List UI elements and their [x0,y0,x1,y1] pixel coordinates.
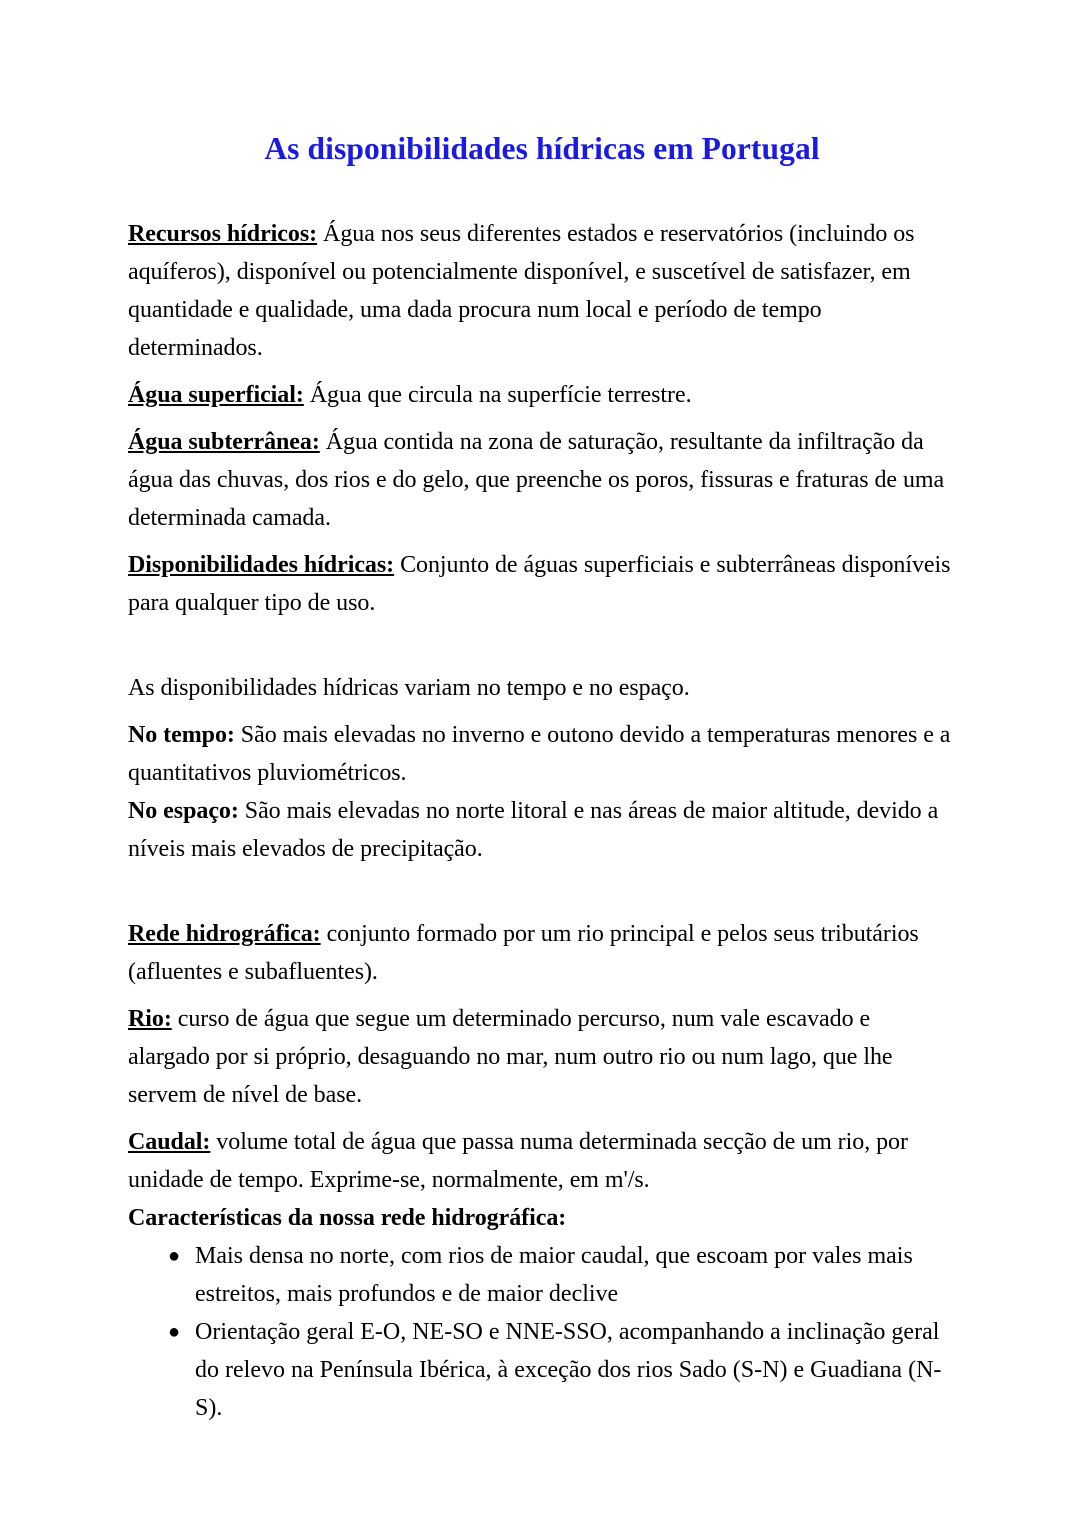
document-content [128,0,956,1427]
definition-no-tempo: São mais elevadas no inverno e outono devido a temperaturas menores e a quantitativos pluviométricos. [128,722,951,787]
term-no-tempo: No tempo: [128,722,235,749]
definition-recursos-hidricos: Água nos seus diferentes estados e reservatórios (incluindo os aquíferos), disponível ou potencialmente disponível, e suscetível de satisfazer, em quantidade e qualidade, uma dada procura num local e período de tempo determinados. [128,221,915,362]
paragraph-agua-subterranea [128,423,956,537]
paragraph-rio [128,1000,956,1114]
definition-caudal: volume total de água que passa numa determinada secção de um rio, por unidade de tempo. Exprime-se, normalmente, em m'/s. [128,1129,908,1194]
definition-agua-subterranea: Água contida na zona de saturação, resultante da infiltração da água das chuvas, dos rios e do gelo, que preenche os poros, fissuras e fraturas de uma determinada camada. [128,429,945,532]
term-recursos-hidricos: Recursos hídricos: [128,221,318,248]
term-disponibilidades-hidricas: Disponibilidades hídricas: [128,552,395,579]
paragraph-no-tempo [128,716,956,792]
term-agua-subterranea: Água subterrânea: [128,429,320,456]
caracteristicas-bullet-list [128,1237,956,1427]
paragraph-caudal [128,1123,956,1199]
term-caudal: Caudal: [128,1129,211,1156]
definition-disponibilidades-hidricas: Conjunto de águas superficiais e subterrâneas disponíveis para qualquer tipo de uso. [128,552,951,617]
definition-rio: curso de água que segue um determinado percurso, num vale escavado e alargado por si próprio, desaguando no mar, num outro rio ou num lago, que lhe servem de nível de base. [128,1006,893,1109]
heading-caracteristicas-rede-hidrografica: Características da nossa rede hidrográfica: [128,1205,567,1232]
list-item [128,1313,956,1427]
bullet-icon: ● [168,1321,181,1344]
page-title: As disponibilidades hídricas em Portugal [264,131,820,166]
term-rede-hidrografica: Rede hidrográfica: [128,921,321,948]
paragraph-variacao: As disponibilidades hídricas variam no tempo e no espaço. [128,675,690,702]
definition-no-espaco: São mais elevadas no norte litoral e nas áreas de maior altitude, devido a níveis mais elevados de precipitação. [128,798,939,863]
paragraph-recursos-hidricos [128,215,956,367]
paragraph-agua-superficial [128,376,956,414]
definition-rede-hidrografica: conjunto formado por um rio principal e pelos seus tributários (afluentes e subafluentes). [128,921,919,986]
term-agua-superficial: Água superficial: [128,382,304,409]
definition-agua-superficial: Água que circula na superfície terrestre. [303,382,692,409]
paragraph-disponibilidades-hidricas [128,546,956,622]
paragraph-no-espaco [128,792,956,868]
list-item-text: Orientação geral E-O, NE-SO e NNE-SSO, acompanhando a inclinação geral do relevo na Península Ibérica, à exceção dos rios Sado (S-N) e Guadiana (N-S). [195,1319,942,1422]
list-item-text: Mais densa no norte, com rios de maior caudal, que escoam por vales mais estreitos, mais profundos e de maior declive [195,1243,913,1308]
bullet-icon: ● [168,1245,181,1268]
list-item [128,1237,956,1313]
term-no-espaco: No espaço: [128,798,239,825]
term-rio: Rio: [128,1006,172,1033]
paragraph-rede-hidrografica [128,915,956,991]
